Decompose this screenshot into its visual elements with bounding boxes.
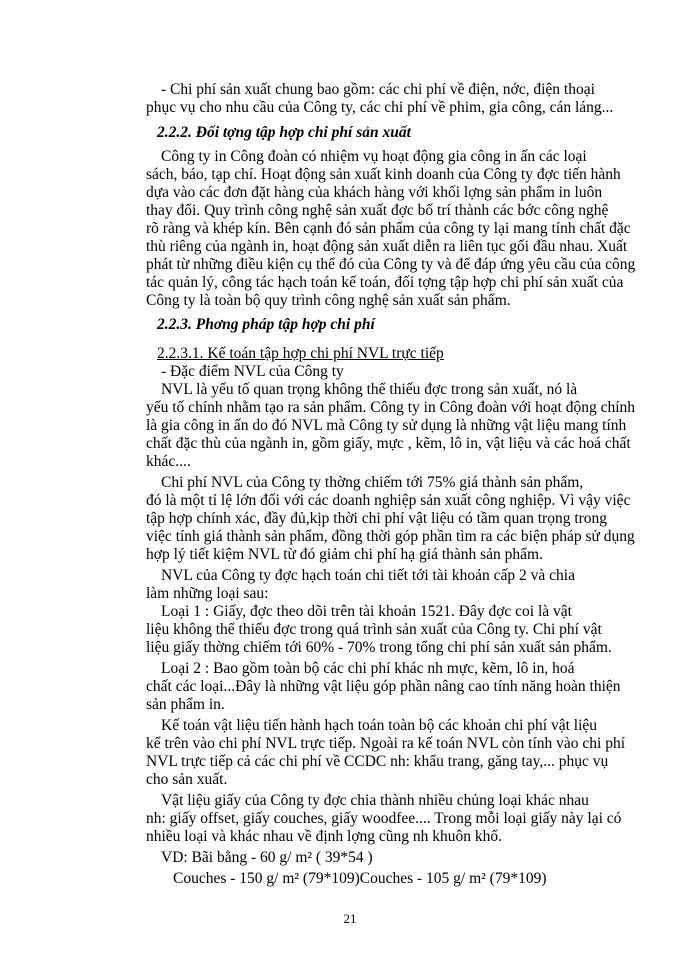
text-line: thay đổi. Quy trình công nghệ sản xuất đợc bố trí thành các bớc công nghệ [146, 202, 609, 219]
text-line: kể trên vào chi phí NVL trực tiếp. Ngoài ra kế toán NVL còn tính vào chi phí [146, 735, 626, 752]
text-line: Công ty là toàn bộ quy trình công nghệ sản xuất sản phẩm. [146, 292, 511, 309]
text-line: hợp lý tiết kiệm NVL từ đó giảm chi phí hạ giá thành sản phẩm. [146, 546, 543, 563]
text-line: phát từ những điều kiện cụ thể đó của Công ty và để đáp ứng yêu cầu của công [146, 256, 636, 273]
text-line: tập hợp chính xác, đầy đủ,kịp thời chi phí vật liệu có tầm quan trọng trong [146, 510, 608, 527]
example-line: Couches - 150 g/ m² (79*109)Couches - 105 g/ m² (79*109) [173, 870, 547, 887]
text-line: liệu giấy thờng chiếm tới 60% - 70% trong tổng chi phí sản xuất sản phẩm. [146, 639, 612, 656]
text-line: nhiều loại và khác nhau về định lợng cũng nh khuôn khổ. [146, 828, 503, 845]
text-line: làm những loại sau: [146, 585, 269, 602]
text-line: sách, báo, tạp chí. Hoạt động sản xuất kinh doanh của Công ty đợc tiến hành [146, 166, 621, 183]
text-line: NVL của Công ty đợc hạch toán chi tiết tới tài khoản cấp 2 và chia [161, 567, 575, 584]
text-line: Loại 2 : Bao gồm toàn bộ các chi phí khác nh mực, kẽm, lô in, hoá [161, 660, 575, 677]
text-line: thù riêng của ngành in, hoạt động sản xuất diễn ra liên tục gối đầu nhau. Xuất [146, 238, 628, 255]
section-heading-2-2-2: 2.2.2. Đối tợng tập hợp chi phí sản xuất [157, 124, 411, 141]
text-line: là gia công in ấn do đó NVL mà Công ty sử dụng là những vật liệu mang tính [146, 417, 627, 434]
text-line: NVL trực tiếp cả các chi phí về CCDC nh: khẩu trang, găng tay,... phục vụ [146, 753, 609, 770]
example-line: VD: Bãi bằng - 60 g/ m² ( 39*54 ) [161, 849, 373, 866]
text-line: phục vụ cho nhu cầu của Công ty, các chi phí về phim, gia công, cán láng... [146, 99, 614, 116]
text-line: việc tính giá thành sản phẩm, đồng thời góp phần tìm ra các biện pháp sử dụng [146, 528, 635, 545]
text-line: Vật liệu giấy của Công ty đợc chia thành nhiều chủng loại khác nhau [161, 792, 589, 809]
section-heading-2-2-3: 2.2.3. Phơng pháp tập hợp chi phí [157, 316, 375, 333]
text-line: - Chi phí sản xuất chung bao gồm: các chi phí về điện, nớc, điện thoại [161, 81, 595, 98]
text-line: liệu không thể thiếu đợc trong quá trình sản xuất của Công ty. Chi phí vật [146, 621, 602, 638]
text-line: sản phẩm in. [146, 696, 225, 713]
text-line: rõ ràng và khép kín. Bên cạnh đó sản phẩm của công ty lại mang tính chất đặc [146, 220, 631, 237]
text-line: Kế toán vật liệu tiến hành hạch toán toàn bộ các khoản chi phí vật liệu [161, 717, 598, 734]
text-line: chất đặc thù của ngành in, gồm giấy, mực , kẽm, lô in, vật liệu và các hoá chất [146, 435, 631, 452]
text-line: chất các loại...Đây là những vật liệu góp phần nâng cao tính năng hoàn thiện [146, 678, 621, 695]
text-line: nh: giấy offset, giấy couches, giấy woodfee.... Trong mỗi loại giấy này lại có [146, 810, 622, 827]
text-line: dựa vào các đơn đặt hàng của khách hàng với khối lợng sản phẩm in luôn [146, 184, 603, 201]
text-line: cho sản xuất. [146, 771, 228, 788]
text-line: tác quản lý, công tác hạch toán kế toán, đối tợng tập hợp chi phí sản xuất của [146, 274, 624, 291]
text-line: Công ty in Công đoàn có nhiệm vụ hoạt động gia công in ấn các loại [161, 148, 587, 165]
text-line: đó là một tỉ lệ lớn đối với các doanh nghiệp sản xuất công nghiệp. Vì vậy việc [146, 492, 631, 509]
text-line: - Đặc điểm NVL của Công ty [161, 363, 344, 380]
text-line: khác.... [146, 453, 191, 470]
text-line: Chi phí NVL của Công ty thờng chiếm tới 75% giá thành sản phẩm, [161, 474, 584, 491]
text-line: yếu tố chính nhằm tạo ra sản phẩm. Công ty in Công đoàn với hoạt động chính [146, 399, 636, 416]
page-number: 21 [343, 911, 357, 926]
subsection-heading-2-2-3-1: 2.2.3.1. Kế toán tập hợp chi phí NVL trực tiếp [157, 345, 444, 362]
text-line: NVL là yếu tố quan trọng không thể thiếu đợc trong sản xuất, nó là [161, 381, 578, 398]
text-line: Loại 1 : Giấy, đợc theo dõi trên tài khoản 1521. Đây đợc coi là vật [161, 603, 572, 620]
